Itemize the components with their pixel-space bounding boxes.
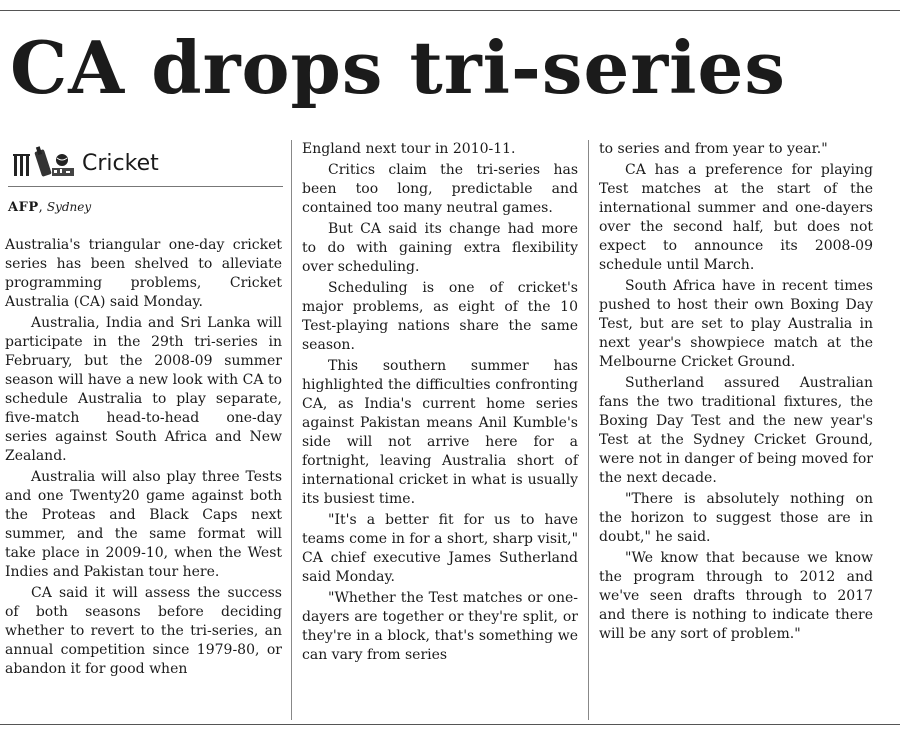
article-column-1 xyxy=(5,236,282,681)
paragraph: England next tour in 2010-11. xyxy=(302,141,516,157)
byline-separator: , xyxy=(38,200,47,215)
section-tag xyxy=(8,143,283,183)
paragraph: Sutherland assured Australian fans the two traditional fixtures, the Boxing Day Test and the new year's Test at the Sydney Cricket Ground, were not in danger of being moved for the next decade. xyxy=(599,375,873,486)
headline: CA drops tri-series xyxy=(10,25,786,110)
paragraph: "Whether the Test matches or one-dayers are together or they're split, or they're in a block, that's something we can vary from series xyxy=(302,590,578,663)
section-label: Cricket xyxy=(82,150,159,176)
article-column-3 xyxy=(599,140,873,646)
paragraph: to series and from year to year." xyxy=(599,141,828,157)
paragraph: Australia, India and Sri Lanka will participate in the 29th tri-series in February, but the 2008-09 summer season will have a new look with CA to schedule Australia to play separate, five-match head-to-head one-day series against South Africa and New Zealand. xyxy=(5,315,282,464)
article-column-2 xyxy=(302,140,578,667)
byline-dateline: Sydney xyxy=(46,200,92,214)
paragraph: Australia will also play three Tests and one Twenty20 game against both the Proteas and Black Caps next summer, and the same format will take place in 2009-10, when the West Indies and Pakistan tour here. xyxy=(5,469,282,580)
paragraph: "We know that because we know the program through to 2012 and we've seen drafts through to 2017 and there is nothing to indicate there will be any sort of problem." xyxy=(599,550,873,642)
paragraph: CA said it will assess the success of both seasons before deciding whether to revert to the tri-series, an annual competition since 1979-80, or abandon it for good when xyxy=(5,585,282,677)
paragraph: South Africa have in recent times pushed to host their own Boxing Day Test, but are set to play Australia in next year's showpiece match at the Melbourne Cricket Ground. xyxy=(599,278,873,370)
bottom-rule xyxy=(0,724,900,725)
byline xyxy=(8,200,91,215)
paragraph: Critics claim the tri-series has been too long, predictable and contained too many neutral games. xyxy=(302,162,578,216)
paragraph: But CA said its change had more to do with gaining extra flexibility over scheduling. xyxy=(302,221,578,275)
column-rule xyxy=(588,140,589,720)
column-rule xyxy=(291,140,292,720)
paragraph: CA has a preference for playing Test matches at the start of the international summer and one-dayers over the second half, but does not expect to announce its 2008-09 schedule until March. xyxy=(599,162,873,273)
paragraph: "It's a better fit for us to have teams come in for a short, sharp visit," CA chief executive James Sutherland said Monday. xyxy=(302,512,579,585)
paragraph: This southern summer has highlighted the difficulties confronting CA, as India's current home series against Pakistan means Anil Kumble's side will not arrive here for a fortnight, leaving Australia short of international cricket in what is usually its busiest time. xyxy=(302,358,578,507)
section-underline xyxy=(8,186,283,187)
cricket-bat-ball-icon xyxy=(8,146,78,180)
top-rule xyxy=(0,10,900,11)
paragraph: "There is absolutely nothing on the horizon to suggest those are in doubt," he said. xyxy=(599,491,873,545)
paragraph: Scheduling is one of cricket's major problems, as eight of the 10 Test-playing nations share the same season. xyxy=(302,280,578,353)
byline-agency: AFP xyxy=(8,200,39,215)
paragraph: Australia's triangular one-day cricket series has been shelved to alleviate programming problems, Cricket Australia (CA) said Monday. xyxy=(5,237,282,310)
